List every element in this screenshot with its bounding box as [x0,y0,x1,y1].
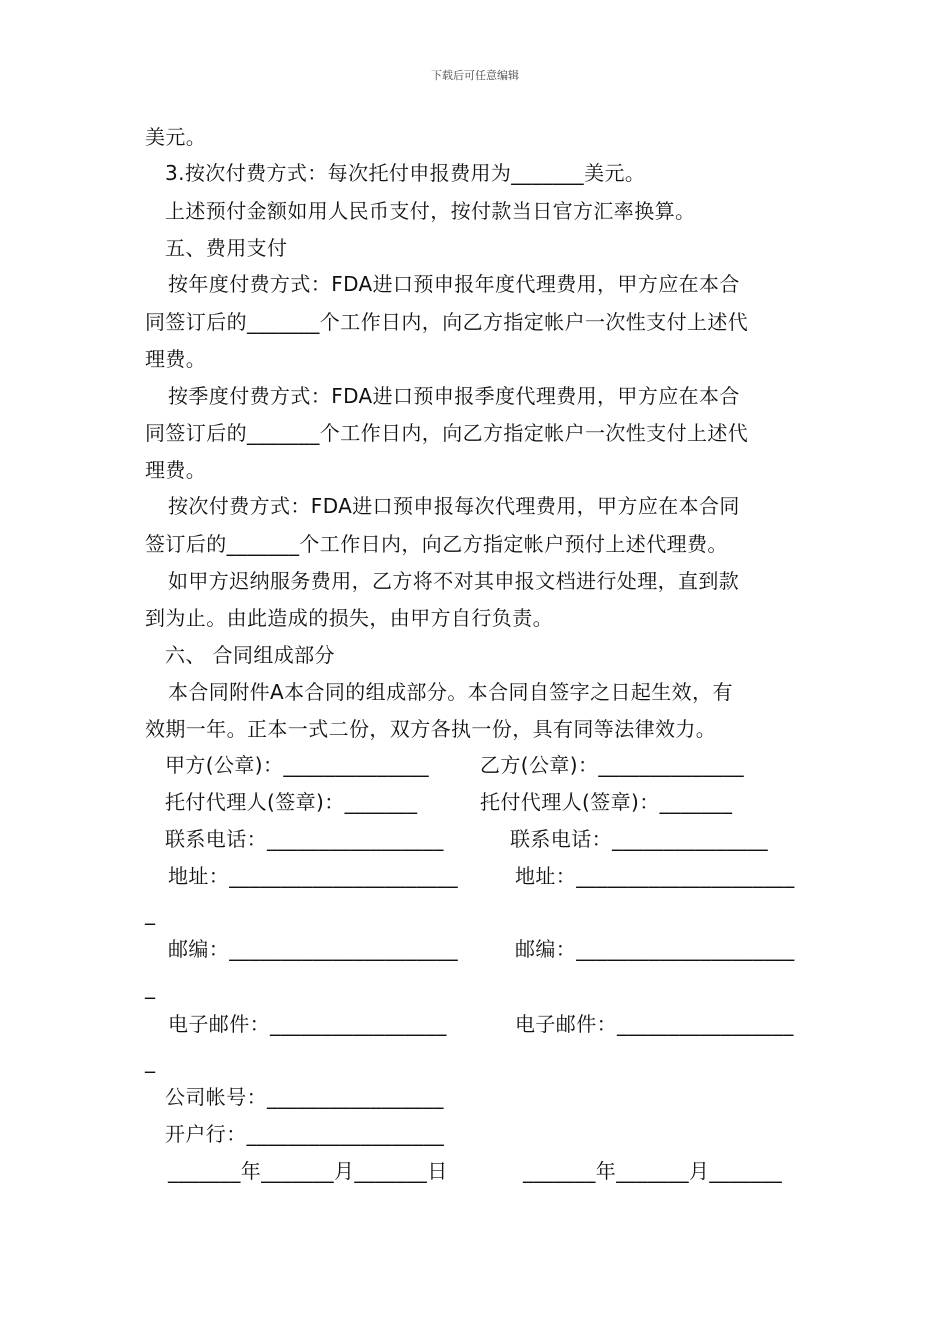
paragraph-line: 本合同附件A本合同的组成部分。本合同自签字之日起生效，有 [168,680,733,704]
paragraph-line: 理费。 [145,347,207,371]
paragraph-line: 3.按次付费方式：每次托付申报费用为_______美元。 [165,161,646,185]
date-a-field: _______年_______月_______日 [168,1159,448,1183]
agent-b-field: 托付代理人(签章)：_______ [480,790,733,814]
email-b-field: 电子邮件：_________________ [515,1012,794,1036]
email-a-field: 电子邮件：_________________ [168,1012,447,1036]
paragraph-line: 按年度付费方式：FDA进口预申报年度代理费用，甲方应在本合 [168,272,740,296]
address-a-field: 地址：______________________ [168,864,458,888]
paragraph-line: 理费。 [145,458,207,482]
paragraph-line: 按季度付费方式：FDA进口预申报季度代理费用，甲方应在本合 [168,384,740,408]
paragraph-line: 到为止。由此造成的损失，由甲方自行负责。 [145,606,553,630]
address-wrap-underscore: _ [145,901,156,925]
agent-a-field: 托付代理人(签章)：_______ [165,790,418,814]
email-wrap-underscore: _ [145,1049,156,1073]
paragraph-line: 同签订后的_______个工作日内，向乙方指定帐户一次性支付上述代 [145,421,749,445]
paragraph-line: 按次付费方式：FDA进口预申报每次代理费用，甲方应在本合同 [168,494,740,518]
paragraph-line: 同签订后的_______个工作日内，向乙方指定帐户一次性支付上述代 [145,310,749,334]
section-heading: 六、 合同组成部分 [165,643,335,667]
party-b-seal-field: 乙方(公章)：______________ [480,753,745,777]
paragraph-line: 效期一年。正本一式二份，双方各执一份，具有同等法律效力。 [145,717,717,741]
company-account-field: 公司帐号：_________________ [165,1085,444,1109]
page-header: 下载后可任意编辑 [431,69,519,82]
party-a-seal-field: 甲方(公章)：______________ [165,753,430,777]
paragraph-line: 签订后的_______个工作日内，向乙方指定帐户预付上述代理费。 [145,532,728,556]
paragraph-line: 如甲方迟纳服务费用，乙方将不对其申报文档进行处理，直到款 [168,569,740,593]
postcode-a-field: 邮编：______________________ [168,937,458,961]
postcode-wrap-underscore: _ [145,975,156,999]
phone-a-field: 联系电话：_________________ [165,827,444,851]
paragraph-line: 美元。 [145,125,207,149]
bank-field: 开户行：___________________ [165,1122,445,1146]
postcode-b-field: 邮编：_____________________ [515,937,795,961]
paragraph-line: 上述预付金额如用人民币支付，按付款当日官方汇率换算。 [165,199,696,223]
address-b-field: 地址：_____________________ [515,864,795,888]
section-heading: 五、费用支付 [165,236,288,260]
phone-b-field: 联系电话：_______________ [510,827,768,851]
date-b-field: _______年_______月_______ [523,1159,783,1183]
